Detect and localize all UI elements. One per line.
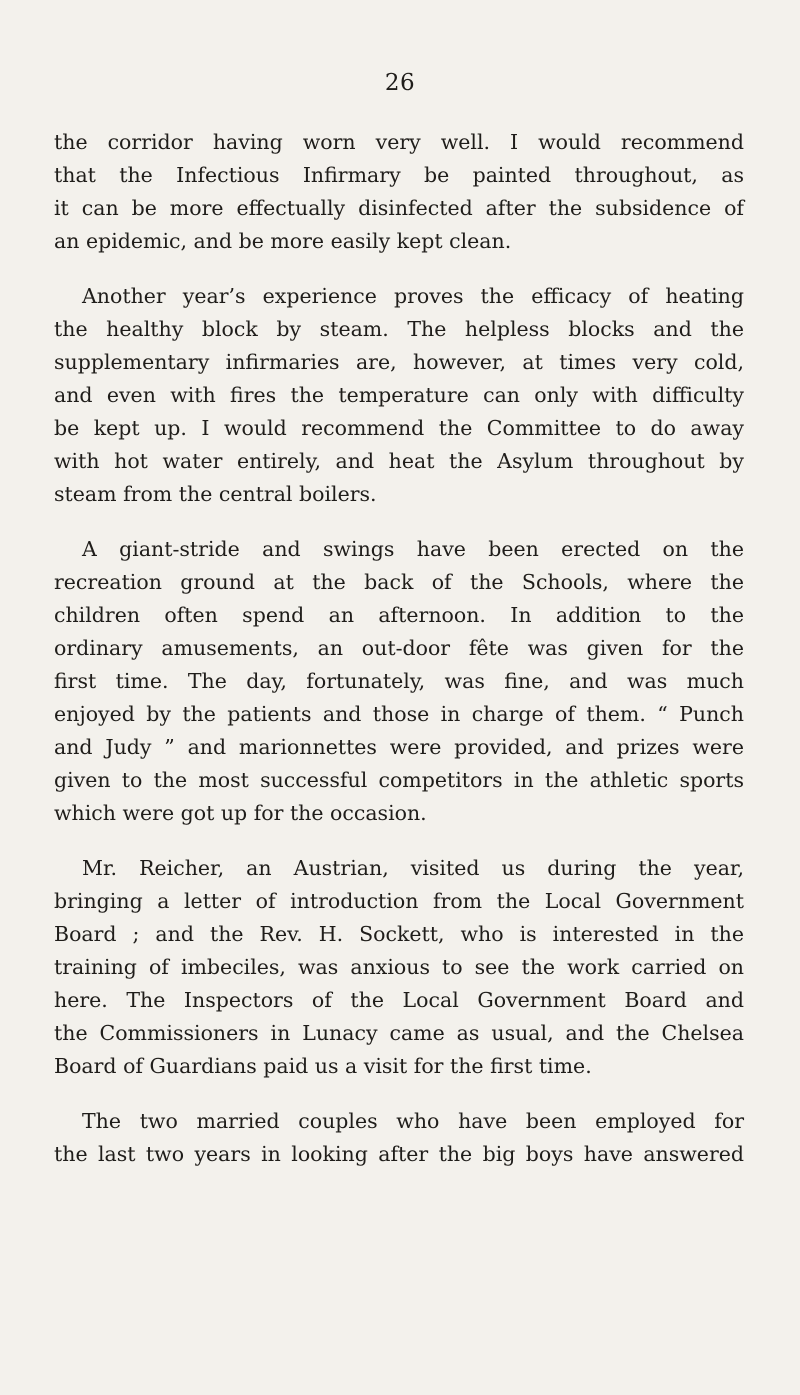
- page-number: 26: [384, 70, 416, 96]
- text-line: The two married couples who have been employed for: [82, 1109, 744, 1133]
- text-line: recreation ground at the back of the Schools, where the: [54, 570, 744, 594]
- text-line: first time. The day, fortunately, was fine, and was much: [54, 669, 744, 693]
- paragraph: [54, 126, 744, 258]
- text-line: the corridor having worn very well. I would recommend: [54, 130, 744, 154]
- text-line: and even with fires the temperature can only with difficulty: [54, 383, 744, 407]
- paragraph: [54, 1105, 744, 1171]
- text-line: with hot water entirely, and heat the Asylum throughout by: [54, 449, 744, 473]
- text-line: bringing a letter of introduction from the Local Government: [54, 889, 744, 913]
- text-line: here. The Inspectors of the Local Government Board and: [54, 988, 744, 1012]
- text-line: which were got up for the occasion.: [54, 801, 427, 825]
- text-line: Board ; and the Rev. H. Sockett, who is interested in the: [54, 922, 744, 946]
- text-line: Another year’s experience proves the efficacy of heating: [82, 284, 744, 308]
- text-line: given to the most successful competitors in the athletic sports: [54, 768, 744, 792]
- text-line: it can be more effectually disinfected after the subsidence of: [54, 196, 744, 220]
- text-line: children often spend an afternoon. In addition to the: [54, 603, 744, 627]
- text-line: A giant-stride and swings have been erected on the: [82, 537, 744, 561]
- body-text: [54, 126, 744, 1193]
- paragraph: [54, 533, 744, 830]
- text-line: Mr. Reicher, an Austrian, visited us during the year,: [82, 856, 744, 880]
- text-line: and Judy ” and marionnettes were provided, and prizes were: [54, 735, 744, 759]
- text-line: that the Infectious Infirmary be painted throughout, as: [54, 163, 744, 187]
- paragraph: [54, 280, 744, 511]
- text-line: the Commissioners in Lunacy came as usual, and the Chelsea: [54, 1021, 744, 1045]
- text-line: steam from the central boilers.: [54, 482, 377, 506]
- text-line: the last two years in looking after the big boys have answered: [54, 1142, 744, 1166]
- text-line: Board of Guardians paid us a visit for the first time.: [54, 1054, 592, 1078]
- text-line: the healthy block by steam. The helpless blocks and the: [54, 317, 744, 341]
- text-line: be kept up. I would recommend the Committee to do away: [54, 416, 744, 440]
- text-line: ordinary amusements, an out-door fête was given for the: [54, 636, 744, 660]
- text-line: an epidemic, and be more easily kept clean.: [54, 229, 512, 253]
- text-line: training of imbeciles, was anxious to see the work carried on: [54, 955, 744, 979]
- text-line: supplementary infirmaries are, however, at times very cold,: [54, 350, 744, 374]
- text-line: enjoyed by the patients and those in charge of them. “ Punch: [54, 702, 744, 726]
- paragraph: [54, 852, 744, 1083]
